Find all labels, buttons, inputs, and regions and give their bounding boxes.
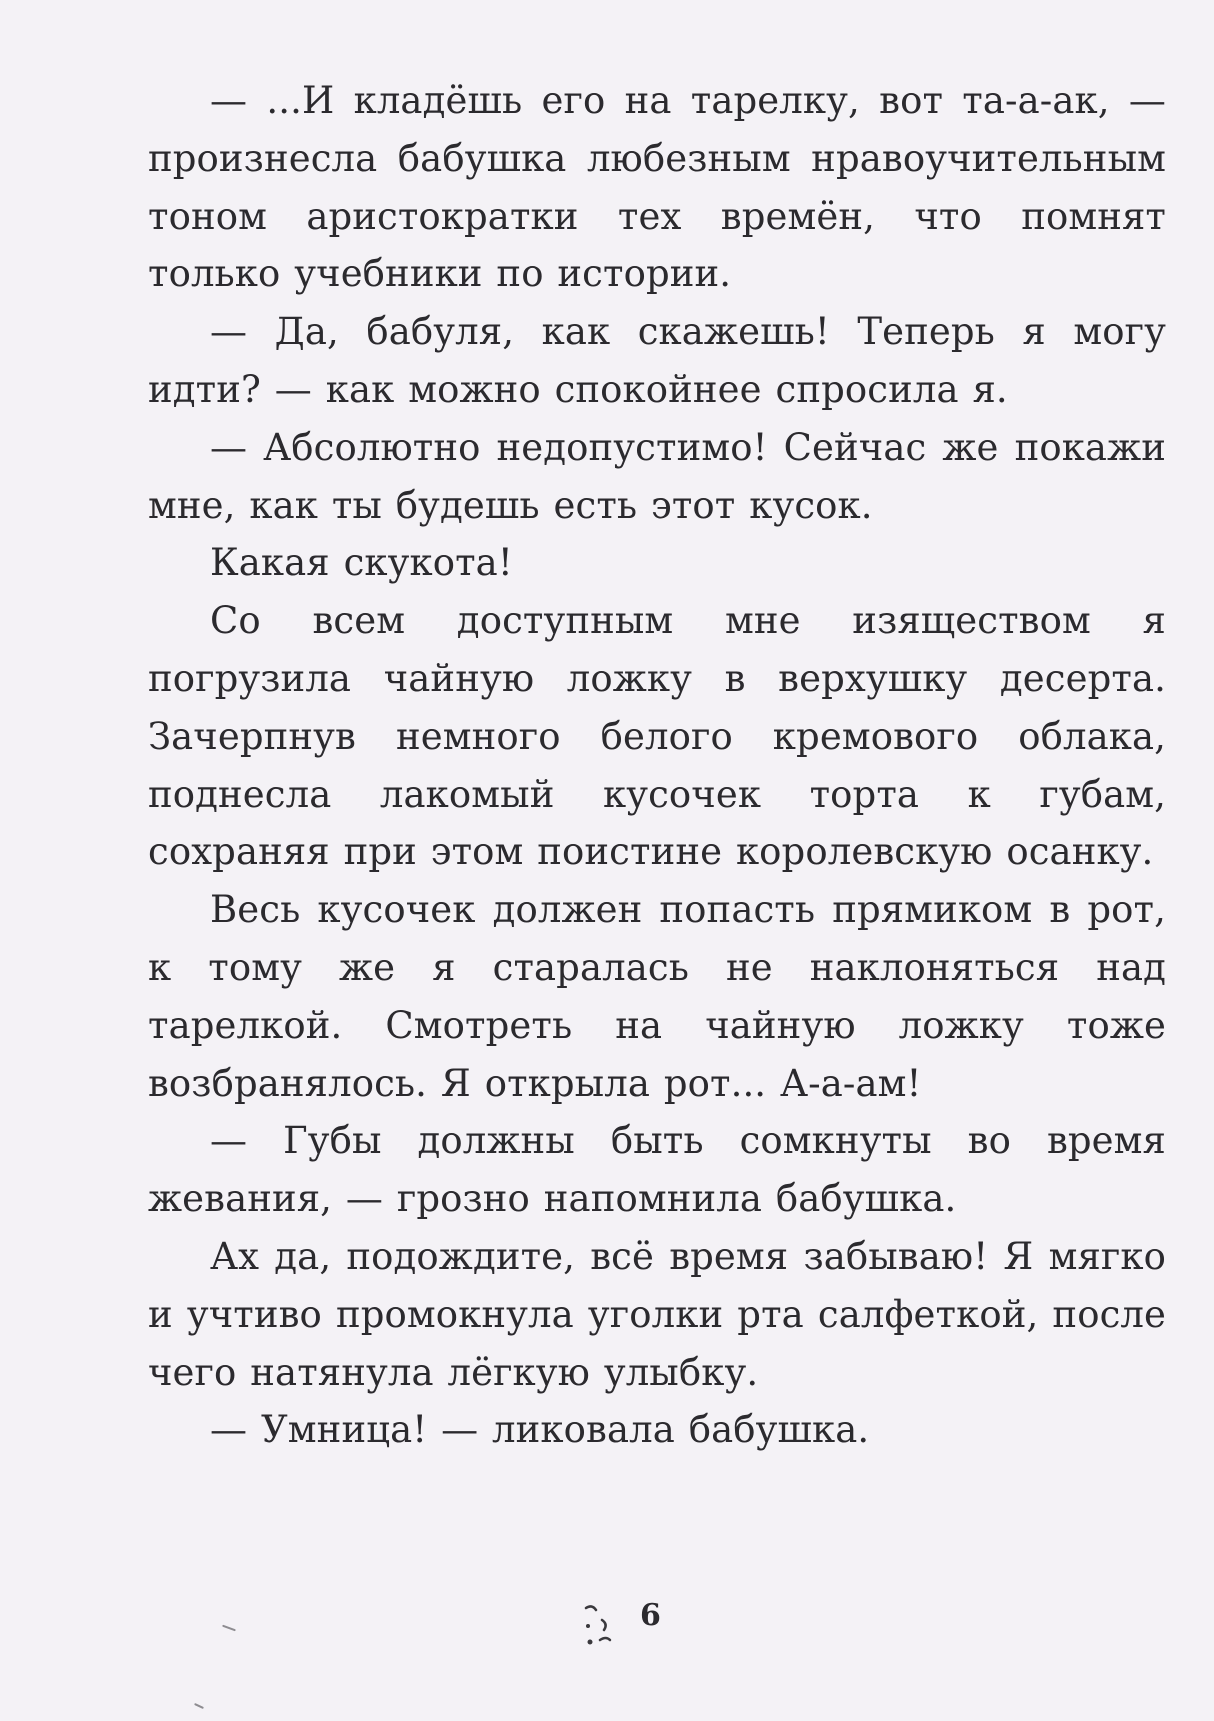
scan-smudge <box>194 1703 204 1709</box>
paragraph-3: — Абсолютно недопустимо! Сейчас же покажи мне, как ты будешь есть этот кусок. <box>148 425 1166 527</box>
paragraph-5: Со всем доступным мне изяществом я погрузила чайную ложку в верхушку десерта. Зачерпнув немного белого кремового облака, поднесла лакомый кусочек торта к губам, сохраняя при этом поистине королевскую осанку. <box>148 599 1166 874</box>
paragraph-7: — Губы должны быть сомкнуты во время жевания, — грозно напомнила бабушка. <box>148 1119 1166 1221</box>
decorative-squiggle-icon <box>580 1600 620 1650</box>
paragraph-9: — Умница! — ликовала бабушка. <box>210 1408 870 1452</box>
body-text <box>148 72 1166 1459</box>
paragraph-8: Ах да, подождите, всё время забываю! Я мягко и учтиво промокнула уголки рта салфеткой, после чего натянула лёгкую улыбку. <box>148 1234 1166 1394</box>
paragraph-1: — ...И кладёшь его на тарелку, вот та-а-ак, — произнесла бабушка любезным нравоучительным тоном аристократки тех времён, что помнят только учебники по истории. <box>148 79 1166 296</box>
paragraph-6: Весь кусочек должен попасть прямиком в рот, к тому же я старалась не наклоняться над тарелкой. Смотреть на чайную ложку тоже возбранялось. Я открыла рот... А-а-ам! <box>148 888 1166 1105</box>
page-number: 6 <box>640 1598 661 1633</box>
paragraph-2: — Да, бабуля, как скажешь! Теперь я могу идти? — как можно спокойнее спросила я. <box>148 310 1166 411</box>
paragraph-4: Какая скукота! <box>210 541 513 585</box>
page-footer <box>0 1590 1214 1650</box>
